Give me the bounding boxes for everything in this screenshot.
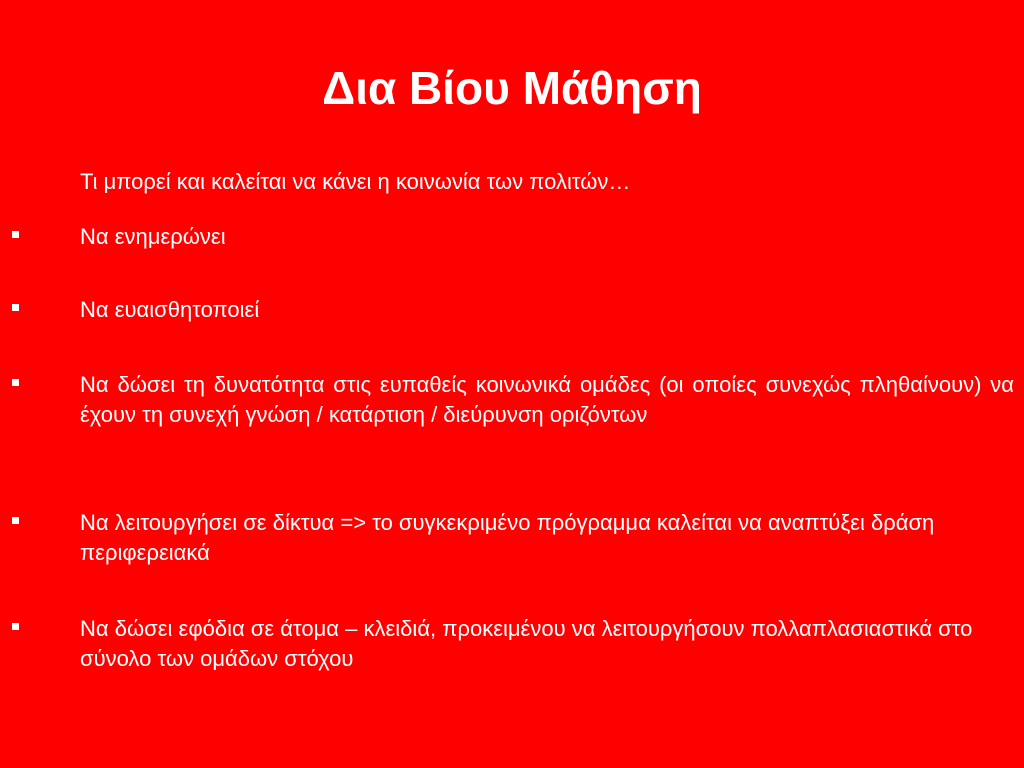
square-bullet-icon	[12, 231, 19, 238]
bullet-text: Να ενημερώνει	[80, 224, 226, 249]
intro-text: Τι μπορεί και καλείται να κάνει η κοινωνία των πολιτών…	[80, 169, 631, 194]
square-bullet-icon	[12, 379, 19, 386]
bullet-text: Να δώσει εφόδια σε άτομα – κλειδιά, προκειμένου να λειτουργήσουν πολλαπλασιαστικά στο σύνολο των ομάδων στόχου	[80, 616, 973, 671]
square-bullet-icon	[12, 623, 19, 630]
bullet-text: Να δώσει τη δυνατότητα στις ευπαθείς κοινωνικά ομάδες (οι οποίες συνεχώς πληθαίνουν) να έχουν τη συνεχή γνώση / κατάρτιση / διεύρυνση οριζόντων	[80, 372, 1014, 427]
slide-title: Δια Βίου Μάθηση	[322, 61, 702, 114]
square-bullet-icon	[12, 517, 19, 524]
bullet-text: Να λειτουργήσει σε δίκτυα => το συγκεκριμένο πρόγραμμα καλείται να αναπτύξει δράση περιφερειακά	[80, 510, 935, 565]
bullet-text: Να ευαισθητοποιεί	[80, 297, 260, 322]
square-bullet-icon	[12, 304, 19, 311]
